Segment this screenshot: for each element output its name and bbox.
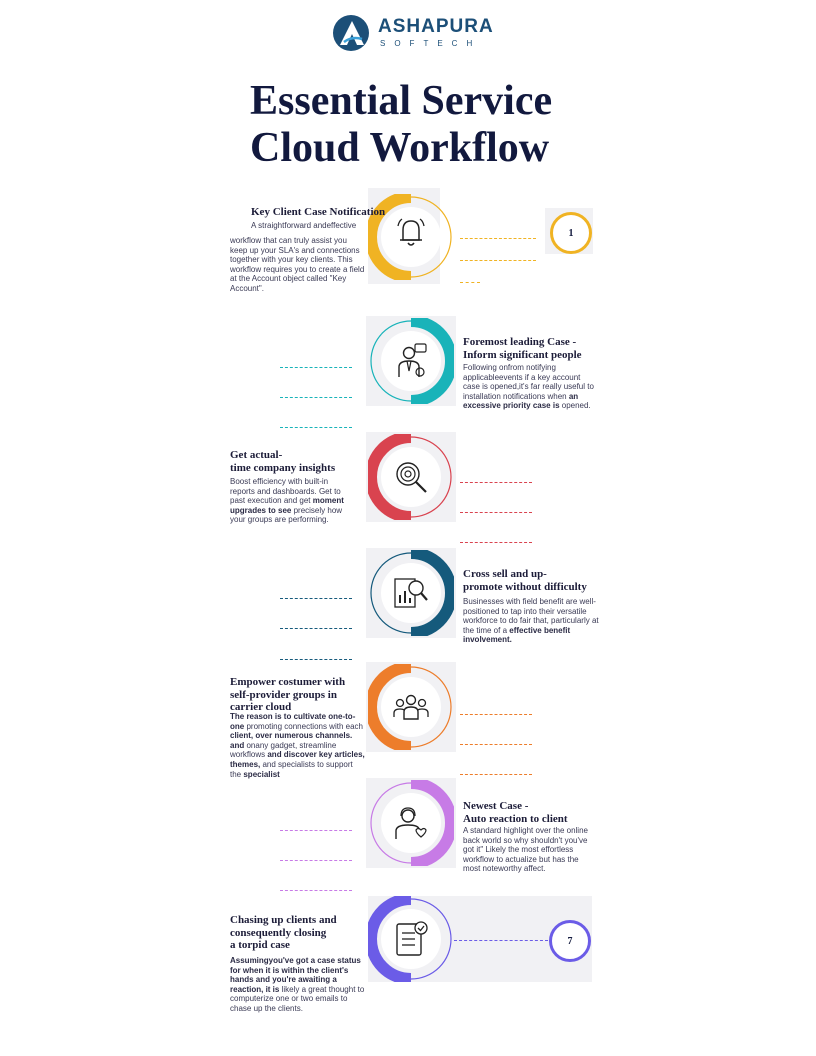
logo xyxy=(332,14,494,52)
dashed-line xyxy=(280,427,352,428)
search-insights-icon xyxy=(391,457,431,497)
dashed-line xyxy=(460,282,480,283)
step-5-body-2: onany gadget, streamline workflows xyxy=(230,740,337,760)
step-1-number-badge: 1 xyxy=(550,212,592,254)
dashed-line xyxy=(460,482,532,483)
step-6-heading-line-1: Newest Case - xyxy=(463,800,529,812)
step-7-heading-line-2: consequently closing xyxy=(230,926,327,939)
dashed-line xyxy=(280,598,352,599)
step-6-heading-line-2: Auto reaction to client xyxy=(463,812,568,825)
dashed-line xyxy=(460,542,532,543)
checklist-icon xyxy=(391,919,431,959)
step-7-number-badge: 7 xyxy=(549,920,591,962)
step-3-body-end: precisely how your groups are performing. xyxy=(230,505,343,525)
step-5-body-bold-4: specialist xyxy=(243,769,280,779)
step-7-heading xyxy=(230,914,370,952)
step-5-body-bold-2: client, over numerous channels. and xyxy=(230,731,353,750)
step-7-body-bold: Assumingyou've got a case status for when it is within the client's hands and you're awaiting a reaction, it is xyxy=(230,956,361,994)
chart-magnifier-icon xyxy=(391,573,431,613)
step-2-body-bold: an excessive priority case is xyxy=(463,391,579,411)
step-3-heading-line-2: time company insights xyxy=(230,461,336,474)
dashed-line xyxy=(460,744,532,745)
step-7-body xyxy=(230,956,368,1014)
step-4-heading-line-2: promote without difficulty xyxy=(463,580,587,593)
step-5-heading-line-3: carrier cloud xyxy=(230,701,292,713)
step-5-body-1: promoting connections with each xyxy=(246,721,363,731)
step-6-heading xyxy=(463,800,613,825)
dashed-line xyxy=(280,860,352,861)
step-5-body-3: and specialists to support the xyxy=(230,759,353,779)
step-4-heading-line-1: Cross sell and up- xyxy=(463,568,547,580)
step-4-heading xyxy=(463,568,613,593)
step-2-heading-line-1: Foremost leading Case - xyxy=(463,336,577,348)
step-7-body-text: likely a great thought to computerize one or two emails to chase up the clients. xyxy=(230,984,365,1013)
dashed-line xyxy=(280,367,352,368)
step-5-body-bold-3: and discover key articles, themes, xyxy=(230,750,365,769)
support-agent-icon xyxy=(391,803,431,843)
title-line-2: Cloud Workflow xyxy=(250,125,550,171)
step-5-body xyxy=(230,712,366,779)
step-3-heading xyxy=(230,449,370,474)
step-4-body-bold: effective benefit involvement. xyxy=(463,625,571,645)
step-5-body-bold-1: The reason is to cultivate one-to-one xyxy=(230,712,356,731)
logo-name: ASHAPURA xyxy=(378,16,494,37)
step-4-body xyxy=(463,597,603,645)
step-2-body-end: opened. xyxy=(561,401,591,411)
dashed-line xyxy=(280,397,352,398)
step-3-body xyxy=(230,477,352,525)
team-icon xyxy=(391,687,431,727)
step-5-heading xyxy=(230,676,370,714)
dashed-line xyxy=(280,890,352,891)
page-title xyxy=(250,78,610,172)
businessman-icon xyxy=(391,341,431,381)
dashed-line xyxy=(280,628,352,629)
dashed-line xyxy=(460,260,536,261)
logo-subtitle: SOFTECH xyxy=(380,39,482,48)
step-1-lead: A straightforward andeffective xyxy=(251,221,357,230)
step-7-heading-line-3: a torpid case xyxy=(230,939,290,951)
bell-icon xyxy=(391,212,431,252)
step-6-body: A standard highlight over the online back world so why shouldn't you've got it" Likely the most effortless workflow to actualize but has the most noteworthy affect. xyxy=(463,826,588,874)
step-3-body-text: Boost efficiency with built-in reports and dashboards. Get to past execution and get xyxy=(230,477,341,506)
dashed-line xyxy=(460,512,532,513)
dashed-connector xyxy=(454,940,548,941)
step-1-body: workflow that can truly assist you keep up your SLA's and connections together with your key clients. This workflow requires you to create a field at the Account object called "Key Account". xyxy=(230,236,365,293)
step-2-body xyxy=(463,363,598,411)
dashed-line xyxy=(460,774,532,775)
step-2-heading xyxy=(463,336,613,361)
step-3-heading-line-1: Get actual- xyxy=(230,449,283,461)
step-1-heading: Key Client Case Notification xyxy=(251,206,386,218)
dashed-line xyxy=(460,714,532,715)
step-3-body-bold: moment upgrades to see xyxy=(230,496,344,515)
step-7-heading-line-1: Chasing up clients and xyxy=(230,914,337,926)
step-4-body-text: Businesses with field benefit are well-positioned to tap into their versatile workforce to do fair that, particularly at the time of a xyxy=(463,597,599,635)
logo-mark-icon xyxy=(332,14,372,52)
step-2-heading-line-2: Inform significant people xyxy=(463,348,582,361)
step-2-body-text: Following onfrom notifying applicableevents if a key account case is opened,it's far really useful to installation notifications when xyxy=(463,363,594,401)
dashed-line xyxy=(280,830,352,831)
dashed-line xyxy=(460,238,536,239)
step-5-heading-line-1: Empower costumer with xyxy=(230,676,346,688)
title-line-1: Essential Service xyxy=(250,78,553,124)
dashed-line xyxy=(280,659,352,660)
step-5-heading-line-2: self-provider groups in xyxy=(230,688,337,701)
